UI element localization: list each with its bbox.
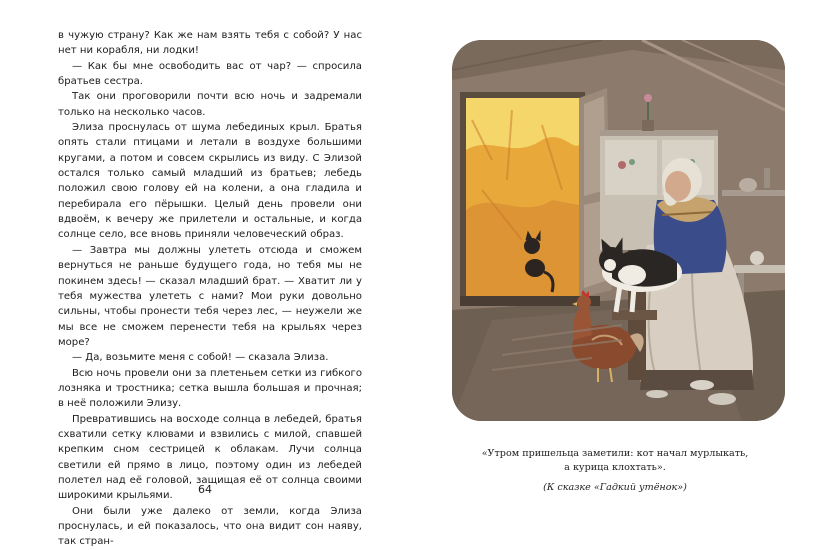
paragraph: — Как бы мне освободить вас от чар? — спросила братьев сестра. [58, 60, 362, 88]
illustration [452, 40, 785, 421]
right-page [410, 0, 820, 534]
paragraph: — Завтра мы должны улететь отсюда и сможем вернуться не раньше будущего года, но тебя мы не покинем здесь! — сказал младший брат. — Хватит ли у тебя мужества улететь с нами? Мои руки довольно сильны, чтобы пронести тебя через лес, — неужели же мы все не сможем перенести тебя на крыльях через море? [58, 244, 362, 348]
paragraph: — Да, возьмите меня с собой! — сказала Элиза. [72, 352, 329, 364]
page-number: 64 [198, 483, 212, 496]
paragraph: Элиза проснулась от шума лебединых крыл. Братья опять стали птицами и летали в воздухе большими кругами, а потом и совсем скрылись из виду. С Элизой остался только самый младший из братьев; лебедь положил свою голову ей на колени, а она гладила и перебирала его пёрышки. Целый день провели они вдвоём, к вечеру же прилетели и остальные, и когда солнце село, все вновь приняли человеческий образ. [58, 122, 362, 241]
paragraph: Превратившись на восходе солнца в лебедей, братья схватили сетку клювами и взвились с милой, спавшей крепким сном сестрицей к облакам. Лучи солнца светили ей прямо в лицо, поэтому один из лебедей полетел над её головой, защищая её от солнца своими широкими крыльями. [58, 413, 362, 502]
paragraph: Всю ночь провели они за плетеньем сетки из гибкого лозняка и тростника; сетка вышла большая и прочная; в неё положили Элизу. [58, 367, 362, 410]
caption-source: (К сказке «Гадкий утёнок») [543, 482, 687, 493]
story-text [58, 28, 362, 550]
illustration-caption [410, 447, 820, 495]
caption-line-2: а курица клохтать». [564, 462, 666, 473]
caption-line-1: «Утром пришельца заметили: кот начал мурлыкать, [481, 448, 749, 459]
left-page [0, 0, 410, 548]
paragraph: Так они проговорили почти всю ночь и задремали только на несколько часов. [58, 91, 362, 118]
paragraph: в чужую страну? Как же нам взять тебя с собой? У нас нет ни корабля, ни лодки! [58, 30, 362, 57]
illustration-drawing [452, 40, 785, 421]
paragraph: Они были уже далеко от земли, когда Элиза проснулась, и ей показалось, что она видит сон наяву, так стран- [58, 505, 362, 548]
